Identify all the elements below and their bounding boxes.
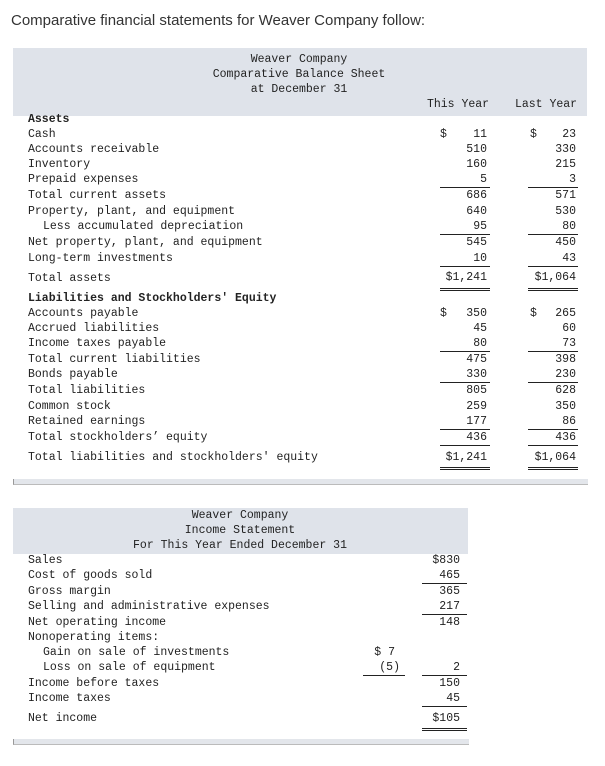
value-last-year: $1,064 bbox=[534, 451, 576, 464]
row-label: Cost of goods sold bbox=[28, 569, 153, 582]
subtotal-rule bbox=[363, 675, 405, 676]
value-amount: $105 bbox=[432, 712, 460, 725]
value-this-year: 330 bbox=[466, 368, 487, 381]
value-this-year: 805 bbox=[466, 384, 487, 397]
row-label: Income taxes bbox=[28, 692, 111, 705]
value-last-year: 3 bbox=[569, 173, 576, 186]
value-last-year: 86 bbox=[562, 415, 576, 428]
row-label: Total liabilities bbox=[28, 384, 146, 397]
is-title-statement: Income Statement bbox=[184, 524, 296, 537]
value-last-year: 398 bbox=[555, 353, 576, 366]
value-amount: 465 bbox=[439, 569, 460, 582]
row-label: Long-term investments bbox=[28, 252, 173, 265]
row-label: Loss on sale of equipment bbox=[43, 661, 216, 674]
row-label-total-assets: Total assets bbox=[28, 272, 111, 285]
row-label: Net operating income bbox=[28, 616, 167, 629]
row-label-net-income: Net income bbox=[28, 712, 98, 725]
value-this-year: 177 bbox=[466, 415, 487, 428]
value-last-year: 571 bbox=[555, 189, 576, 202]
intro-text: Comparative financial statements for Weaver Company follow: bbox=[11, 12, 426, 29]
col-header-this-year: This Year bbox=[426, 98, 490, 111]
value-last-year: 628 bbox=[555, 384, 576, 397]
value-this-year: 10 bbox=[473, 252, 487, 265]
value-this-year: 436 bbox=[466, 431, 487, 444]
row-label: Property, plant, and equipment bbox=[28, 205, 236, 218]
value-this-year: 160 bbox=[466, 158, 487, 171]
row-label-total-liabilities-equity: Total liabilities and stockholders' equity bbox=[28, 451, 318, 464]
currency-symbol: $ bbox=[440, 307, 447, 320]
value-last-year: 73 bbox=[562, 337, 576, 350]
value-amount: 217 bbox=[439, 600, 460, 613]
bs-title-statement: Comparative Balance Sheet bbox=[212, 68, 386, 81]
value-last-year: 215 bbox=[555, 158, 576, 171]
value-last-year: 265 bbox=[555, 307, 576, 320]
row-label: Total stockholders’ equity bbox=[28, 431, 208, 444]
row-label: Inventory bbox=[28, 158, 91, 171]
is-title-period: For This Year Ended December 31 bbox=[133, 539, 347, 552]
row-label: Gross margin bbox=[28, 585, 111, 598]
row-label: Income before taxes bbox=[28, 677, 160, 690]
value-last-year: 330 bbox=[555, 143, 576, 156]
row-label: Income taxes payable bbox=[28, 337, 167, 350]
row-label: Total current liabilities bbox=[28, 353, 201, 366]
bs-title-date: at December 31 bbox=[250, 83, 348, 96]
value-this-year: 5 bbox=[480, 173, 487, 186]
row-label: Nonoperating items: bbox=[28, 631, 160, 644]
total-rule bbox=[422, 728, 467, 731]
row-label: Retained earnings bbox=[28, 415, 146, 428]
bs-title-company: Weaver Company bbox=[250, 53, 348, 66]
value-last-year: 350 bbox=[555, 400, 576, 413]
currency-symbol: $ bbox=[440, 128, 447, 141]
value-this-year: 640 bbox=[466, 205, 487, 218]
income-statement-footer-bar bbox=[13, 739, 469, 745]
row-label: Selling and administrative expenses bbox=[28, 600, 270, 613]
liabilities-heading: Liabilities and Stockholders' Equity bbox=[28, 292, 277, 305]
value-amount: $830 bbox=[432, 554, 460, 567]
row-label: Net property, plant, and equipment bbox=[28, 236, 263, 249]
currency-symbol: $ bbox=[530, 307, 537, 320]
value-last-year: 530 bbox=[555, 205, 576, 218]
currency-symbol: $ bbox=[530, 128, 537, 141]
value-this-year: 95 bbox=[473, 220, 487, 233]
value-this-year: 259 bbox=[466, 400, 487, 413]
value-this-year: 686 bbox=[466, 189, 487, 202]
value-last-year: 450 bbox=[555, 236, 576, 249]
value-last-year: 23 bbox=[562, 128, 576, 141]
col-header-last-year: Last Year bbox=[514, 98, 578, 111]
value-amount: 2 bbox=[453, 661, 460, 674]
value-this-year: 510 bbox=[466, 143, 487, 156]
row-label: Accounts receivable bbox=[28, 143, 160, 156]
row-label: Less accumulated depreciation bbox=[43, 220, 244, 233]
value-inner-amount: $ 7 bbox=[374, 646, 395, 659]
value-last-year: 60 bbox=[562, 322, 576, 335]
row-label: Cash bbox=[28, 128, 56, 141]
row-label: Accounts payable bbox=[28, 307, 139, 320]
is-title-company: Weaver Company bbox=[191, 509, 289, 522]
row-label: Total current assets bbox=[28, 189, 167, 202]
value-this-year: 475 bbox=[466, 353, 487, 366]
value-this-year: 80 bbox=[473, 337, 487, 350]
subtotal-rule bbox=[422, 614, 467, 615]
value-inner-amount: (5) bbox=[379, 661, 400, 674]
row-label: Accrued liabilities bbox=[28, 322, 160, 335]
value-this-year: 11 bbox=[473, 128, 487, 141]
value-last-year: $1,064 bbox=[534, 271, 576, 284]
subtotal-rule bbox=[422, 706, 467, 707]
value-this-year: 350 bbox=[466, 307, 487, 320]
value-amount: 148 bbox=[439, 616, 460, 629]
row-label: Bonds payable bbox=[28, 368, 118, 381]
value-last-year: 43 bbox=[562, 252, 576, 265]
value-last-year: 80 bbox=[562, 220, 576, 233]
value-this-year: 45 bbox=[473, 322, 487, 335]
subtotal-rule bbox=[422, 675, 467, 676]
value-this-year: $1,241 bbox=[445, 451, 487, 464]
row-label: Common stock bbox=[28, 400, 111, 413]
row-label: Gain on sale of investments bbox=[43, 646, 230, 659]
value-amount: 150 bbox=[439, 677, 460, 690]
value-last-year: 436 bbox=[555, 431, 576, 444]
subtotal-rule bbox=[422, 583, 467, 584]
value-this-year: 545 bbox=[466, 236, 487, 249]
row-label: Prepaid expenses bbox=[28, 173, 139, 186]
value-amount: 45 bbox=[446, 692, 460, 705]
value-amount: 365 bbox=[439, 585, 460, 598]
value-last-year: 230 bbox=[555, 368, 576, 381]
row-label: Sales bbox=[28, 554, 63, 567]
value-this-year: $1,241 bbox=[445, 271, 487, 284]
assets-heading: Assets bbox=[28, 113, 70, 126]
